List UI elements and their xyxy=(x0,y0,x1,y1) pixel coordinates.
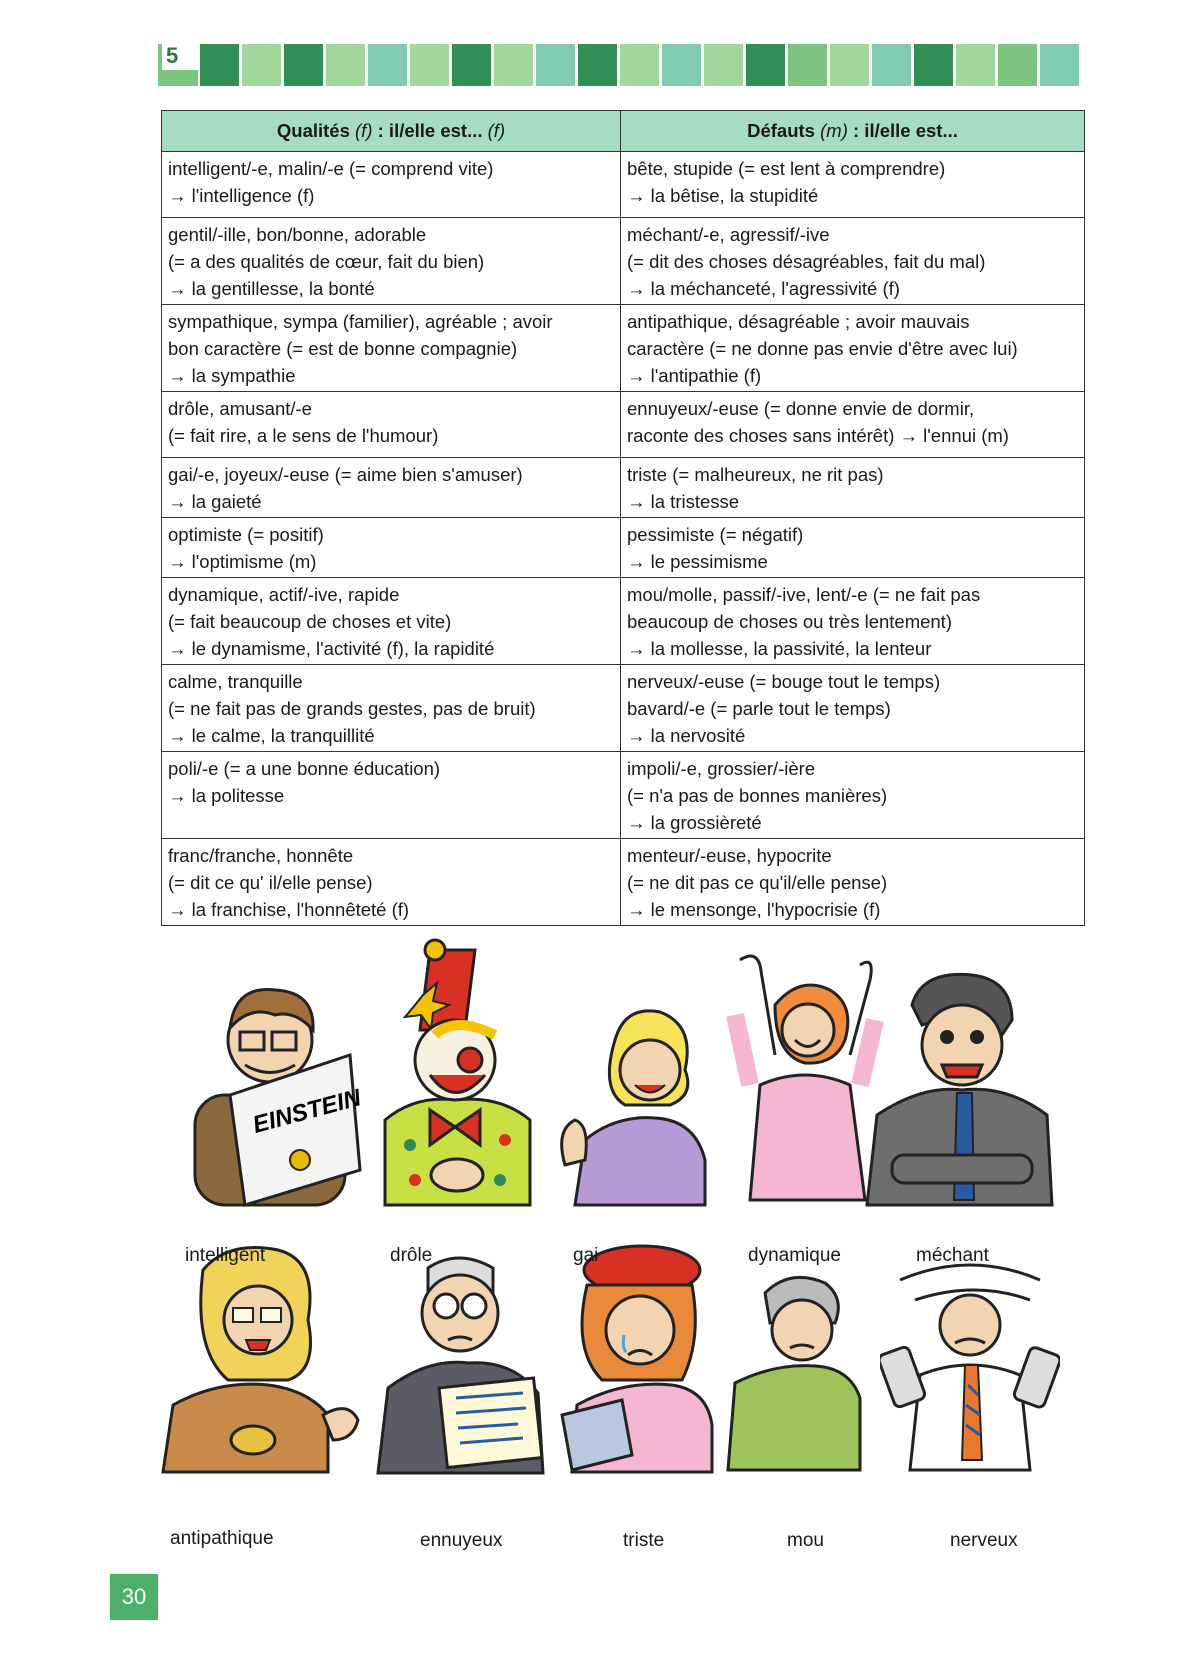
cell-line: bête, stupide (= est lent à comprendre) xyxy=(627,158,946,179)
illustration-gai xyxy=(555,1000,715,1210)
cell-line: (= a des qualités de cœur, fait du bien) xyxy=(168,251,485,272)
strip-square xyxy=(872,44,911,86)
table-cell-left xyxy=(162,218,621,305)
strip-square xyxy=(788,44,827,86)
table-cell-right xyxy=(621,218,1085,305)
cell-line: → l'intelligence (f) xyxy=(168,185,315,206)
cell-line: bavard/-e (= parle tout le temps) xyxy=(627,698,891,719)
strip-square xyxy=(620,44,659,86)
illustration-antipathique xyxy=(158,1240,363,1475)
cell-line: impoli/-e, grossier/-ière xyxy=(627,758,816,779)
strip-square xyxy=(284,44,323,86)
vocabulary-table xyxy=(161,110,1085,926)
strip-square xyxy=(998,44,1037,86)
cell-line: triste (= malheureux, ne rit pas) xyxy=(627,464,884,485)
header-qualites: Qualités (f) : il/elle est... (f) xyxy=(162,111,621,152)
table-cell-right xyxy=(621,305,1085,392)
table-row xyxy=(162,518,1085,578)
cell-line: caractère (= ne donne pas envie d'être avec lui) xyxy=(627,338,1018,359)
table-cell-left xyxy=(162,392,621,458)
table-cell-left xyxy=(162,665,621,752)
cell-line: (= fait beaucoup de choses et vite) xyxy=(168,611,452,632)
table-row xyxy=(162,305,1085,392)
table-cell-left xyxy=(162,305,621,392)
cell-line: raconte des choses sans intérêt) → l'ennui (m) xyxy=(627,425,1009,446)
table-row xyxy=(162,665,1085,752)
table-cell-right xyxy=(621,518,1085,578)
caption-triste: triste xyxy=(623,1530,665,1551)
caption-drole: drôle xyxy=(390,1245,433,1266)
cell-line: → la bêtise, la stupidité xyxy=(627,185,819,206)
caption-gai: gai xyxy=(573,1245,599,1266)
cell-line: dynamique, actif/-ive, rapide xyxy=(168,584,400,605)
strip-square xyxy=(746,44,785,86)
cell-line: → le pessimisme xyxy=(627,551,768,572)
illustration-triste xyxy=(552,1240,717,1475)
table-row xyxy=(162,218,1085,305)
table-cell-left xyxy=(162,152,621,218)
magazine-title: EINSTEIN xyxy=(249,1084,364,1139)
chapter-number: 5 xyxy=(162,42,200,70)
cell-line: bon caractère (= est de bonne compagnie) xyxy=(168,338,518,359)
cell-line: menteur/-euse, hypocrite xyxy=(627,845,832,866)
cell-line: gentil/-ille, bon/bonne, adorable xyxy=(168,224,427,245)
strip-square xyxy=(410,44,449,86)
cell-line: → la franchise, l'honnêteté (f) xyxy=(168,899,410,920)
cell-line: → le dynamisme, l'activité (f), la rapidité xyxy=(168,638,495,659)
chapter-color-strip xyxy=(158,44,1082,86)
strip-square xyxy=(956,44,995,86)
strip-square xyxy=(242,44,281,86)
table-cell-right xyxy=(621,152,1085,218)
cell-line: (= dit des choses désagréables, fait du mal) xyxy=(627,251,986,272)
illustration-drole xyxy=(375,935,545,1210)
cell-line: → la méchanceté, l'agressivité (f) xyxy=(627,278,900,299)
cell-line: poli/-e (= a une bonne éducation) xyxy=(168,758,441,779)
table-row xyxy=(162,392,1085,458)
table-row xyxy=(162,152,1085,218)
table-cell-left xyxy=(162,518,621,578)
cell-line: (= n'a pas de bonnes manières) xyxy=(627,785,888,806)
cell-line: (= dit ce qu' il/elle pense) xyxy=(168,872,373,893)
cell-line: antipathique, désagréable ; avoir mauvais xyxy=(627,311,970,332)
strip-square xyxy=(452,44,491,86)
table-cell-left xyxy=(162,578,621,665)
table-cell-right xyxy=(621,665,1085,752)
caption-antipathique: antipathique xyxy=(170,1528,274,1549)
strip-square xyxy=(494,44,533,86)
cell-line: (= ne dit pas ce qu'il/elle pense) xyxy=(627,872,888,893)
table-cell-right xyxy=(621,458,1085,518)
table-header-row xyxy=(162,111,1085,152)
caption-mechant: méchant xyxy=(916,1245,989,1266)
strip-square xyxy=(578,44,617,86)
cell-line: méchant/-e, agressif/-ive xyxy=(627,224,830,245)
strip-square xyxy=(326,44,365,86)
cell-line: → la gentillesse, la bonté xyxy=(168,278,375,299)
cell-line: → la grossièreté xyxy=(627,812,762,833)
cell-line: → la nervosité xyxy=(627,725,746,746)
header-defauts: Défauts (m) : il/elle est... xyxy=(621,111,1085,152)
table-row xyxy=(162,839,1085,926)
cell-line: (= ne fait pas de grands gestes, pas de bruit) xyxy=(168,698,536,719)
strip-square xyxy=(368,44,407,86)
cell-line: (= fait rire, a le sens de l'humour) xyxy=(168,425,439,446)
cell-line: franc/franche, honnête xyxy=(168,845,354,866)
table-cell-right xyxy=(621,839,1085,926)
cell-line: calme, tranquille xyxy=(168,671,303,692)
cell-line: → l'antipathie (f) xyxy=(627,365,762,386)
strip-square xyxy=(914,44,953,86)
illustration-mou xyxy=(720,1268,865,1473)
illustration-intelligent xyxy=(175,960,365,1210)
cell-line: drôle, amusant/-e xyxy=(168,398,312,419)
table-cell-left xyxy=(162,752,621,839)
cell-line: ennuyeux/-euse (= donne envie de dormir, xyxy=(627,398,975,419)
illustration-nerveux xyxy=(880,1255,1060,1475)
cell-line: → la sympathie xyxy=(168,365,296,386)
table-row xyxy=(162,458,1085,518)
strip-square xyxy=(704,44,743,86)
table-row xyxy=(162,752,1085,839)
caption-nerveux: nerveux xyxy=(950,1530,1018,1551)
table-cell-right xyxy=(621,578,1085,665)
strip-square xyxy=(662,44,701,86)
page-number: 30 xyxy=(110,1574,158,1620)
cell-line: → le calme, la tranquillité xyxy=(168,725,375,746)
strip-square xyxy=(1040,44,1079,86)
illustration-mechant xyxy=(862,965,1057,1210)
cell-line: beaucoup de choses ou très lentement) xyxy=(627,611,952,632)
caption-ennuyeux: ennuyeux xyxy=(420,1530,503,1551)
table-cell-right xyxy=(621,752,1085,839)
table-cell-right xyxy=(621,392,1085,458)
table-row xyxy=(162,578,1085,665)
cell-line: optimiste (= positif) xyxy=(168,524,324,545)
cell-line: mou/molle, passif/-ive, lent/-e (= ne fait pas xyxy=(627,584,981,605)
cell-line: → la mollesse, la passivité, la lenteur xyxy=(627,638,932,659)
caption-intelligent: intelligent xyxy=(185,1245,266,1266)
cell-line: → la politesse xyxy=(168,785,285,806)
chapter-tab xyxy=(158,70,198,86)
strip-square xyxy=(830,44,869,86)
cell-line: intelligent/-e, malin/-e (= comprend vite) xyxy=(168,158,494,179)
cell-line: gai/-e, joyeux/-euse (= aime bien s'amuser) xyxy=(168,464,523,485)
cell-line: → le mensonge, l'hypocrisie (f) xyxy=(627,899,881,920)
cell-line: nerveux/-euse (= bouge tout le temps) xyxy=(627,671,941,692)
strip-square xyxy=(536,44,575,86)
strip-square xyxy=(200,44,239,86)
cell-line: sympathique, sympa (familier), agréable ; avoir xyxy=(168,311,553,332)
caption-dynamique: dynamique xyxy=(748,1245,841,1266)
caption-mou: mou xyxy=(787,1530,824,1551)
cell-line: pessimiste (= négatif) xyxy=(627,524,804,545)
illustration-ennuyeux xyxy=(368,1248,548,1475)
cell-line: → la gaieté xyxy=(168,491,262,512)
cell-line: → l'optimisme (m) xyxy=(168,551,317,572)
cell-line: → la tristesse xyxy=(627,491,740,512)
table-cell-left xyxy=(162,839,621,926)
table-cell-left xyxy=(162,458,621,518)
